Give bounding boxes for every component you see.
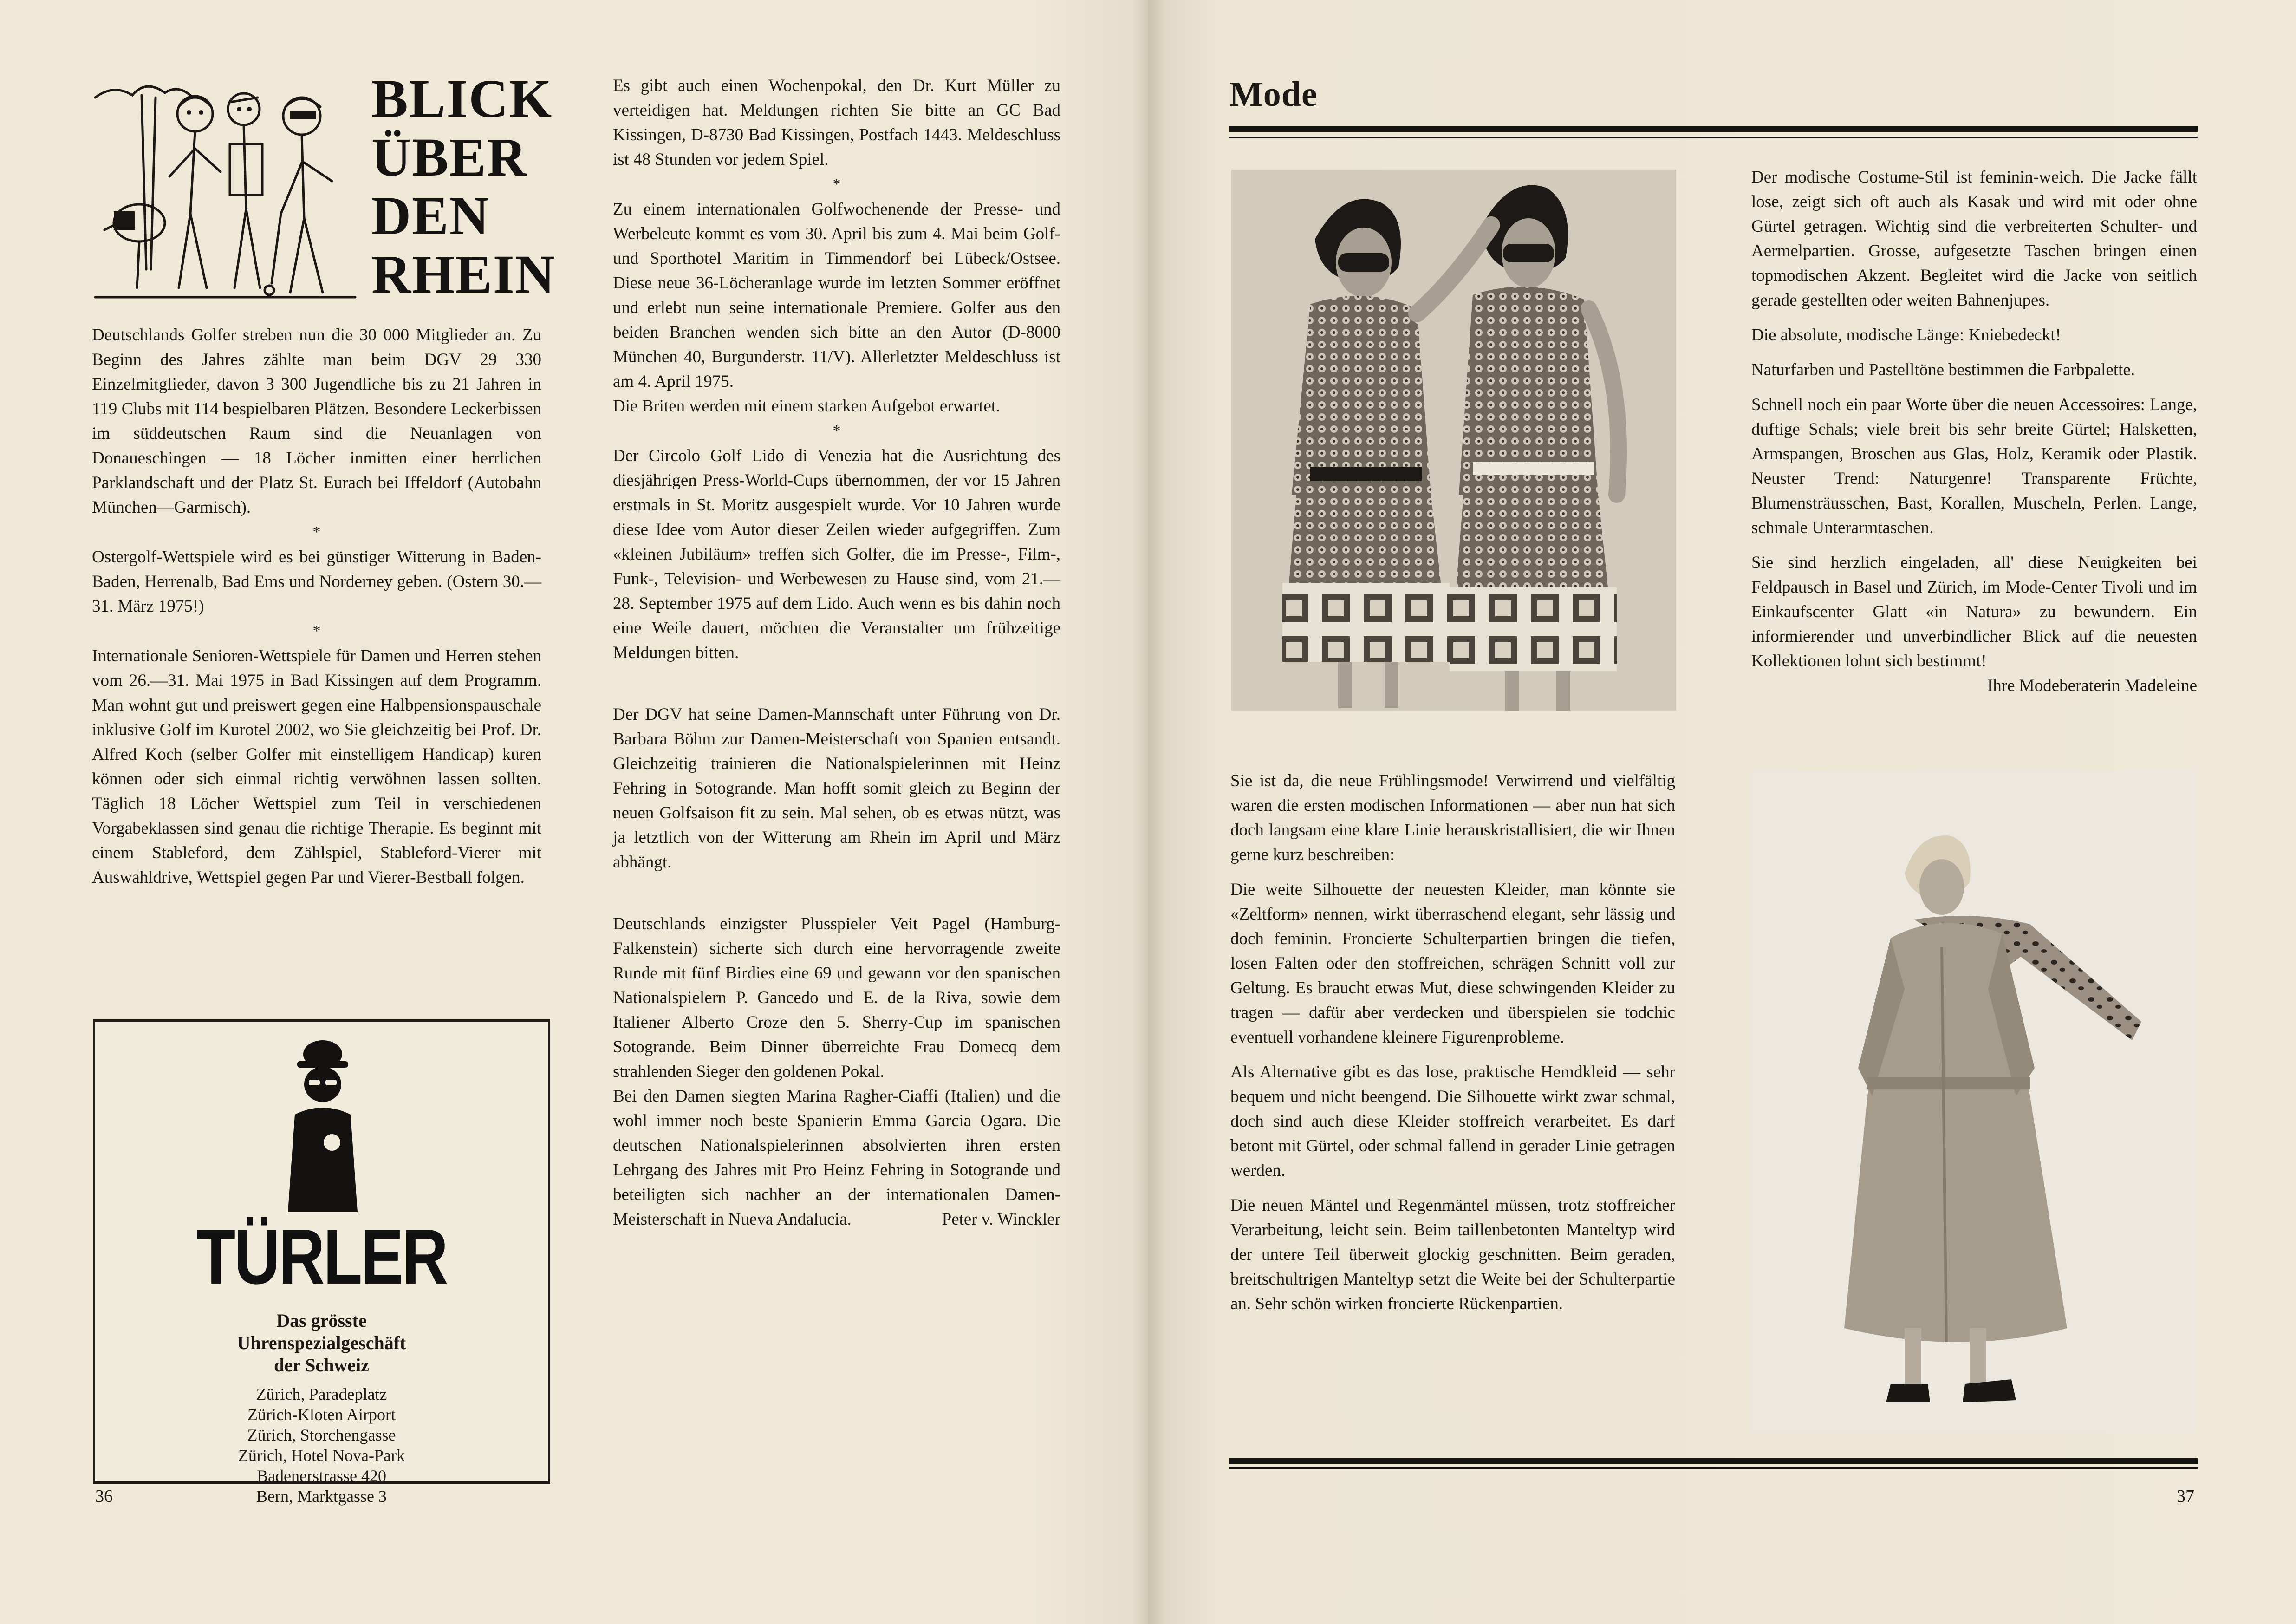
paragraph: Deutschlands einzigster Plusspieler Veit Pagel (Hamburg-Falkenstein) sicherte sich durch eine hervorragende zweite Runde mit fünf Birdies eine 69 und gewann vor den spanischen Nationalspielern P. Gancedo und E. de la Riva, sowie dem Italiener Alberto Croze den 5. Sherry-Cup im spanischen Sotogrande. Beim Dinner überreichte Frau Domecq dem strahlenden Sieger den goldenen Pokal.	[613, 914, 1060, 1081]
title-rule-thin	[1229, 137, 2198, 138]
signoff: Ihre Modeberaterin Madeleine	[1987, 676, 2197, 695]
headline	[371, 70, 556, 304]
slogan-line: Uhrenspezialgeschäft	[237, 1332, 406, 1353]
signoff-row	[1751, 673, 2197, 698]
spacer	[1230, 1183, 1675, 1193]
paragraph: Schnell noch ein paar Worte über die neuen Accessoires: Lange, duftige Schals; viele breit bis sehr breite Gürtel; Halsketten, Armspangen, Broschen aus Glas, Holz, Keramik oder Plastik. Neuster Trend: Naturgenre! Transparente Früchte, Blumensträusschen, Bast, Korallen, Muscheln, Perlen. Lange, schmale Unterarmtaschen.	[1751, 395, 2197, 537]
paragraph: Zu einem internationalen Golfwochenende der Presse- und Werbeleute kommt es vom 30. April bis zum 4. Mai beim Golf- und Sporthotel Maritim in Timmendorf bei Lübeck/Ostsee. Diese neue 36-Löcheranlage wurde im letzten Sommer eröffnet und erlebt nun seine internationale Premiere. Golfer aus den beiden Branchen wenden sich bitte an den Autor (D-8000 München 40, Burgunderstr. 11/V). Allerletzter Meldeschluss ist am 4. April 1975.	[613, 200, 1060, 391]
article-column-2	[613, 73, 1060, 1232]
fashion-photo-trenchcoat-model	[1751, 771, 2196, 1433]
spacer	[1230, 867, 1675, 877]
address-line: Zürich-Kloten Airport	[247, 1405, 396, 1424]
spine-shadow	[1133, 0, 1165, 1624]
address-line: Zürich, Hotel Nova-Park	[238, 1446, 405, 1465]
address-line: Zürich, Paradeplatz	[256, 1385, 387, 1403]
paragraph: Der DGV hat seine Damen-Mannschaft unter Führung von Dr. Barbara Böhm zur Damen-Meisterschaft von Spanien entsandt. Gleichzeitig trainieren die Nationalspielerinnen mit Heinz Fehring in Sotogrande. Man hofft somit gleich zu Beginn der neuen Golfsaison fit zu sein. Mal sehen, ob es etwas nützt, was ja letztlich von der Witterung am Rhein im April und März abhängt.	[613, 705, 1060, 872]
paragraph	[613, 1084, 1060, 1232]
article-column-1	[92, 323, 541, 890]
paragraph-text: Bei den Damen siegten Marina Ragher-Ciaffi (Italien) und die wohl immer noch beste Spanierin Emma Garcia Ogara. Die deutschen Nationalspielerinnen absolvierten ihren ersten Lehrgang des Jahres mit Pro Heinz Fehring in Sotogrande und beteiligten sich nachher an der internationalen Damen-Meisterschaft in Nueva Andalucia.	[613, 1087, 1060, 1229]
paragraph: Der modische Costume-Stil ist feminin-weich. Die Jacke fällt lose, zeigt sich oft auch als Kasak und wird mit oder ohne Gürtel getragen. Wichtig sind die verbreiterten Schulter- und Aermelpartien. Grosse, aufgesetzte Taschen bringen einen topmodischen Akzent. Begleitet wird die Jacke von seitlich gerade gestellten oder weiten Bahnenjupes.	[1751, 168, 2197, 310]
paragraph: Deutschlands Golfer streben nun die 30 000 Mitglieder an. Zu Beginn des Jahres zählte man beim DGV 29 330 Einzelmitglieder, davon 3 300 Jugendliche bis zu 21 Jahren in 119 Clubs mit 114 bespielbaren Plätzen. Besondere Leckerbissen im süddeutschen Raum sind die Neuanlagen von Donaueschingen — 18 Löcher inmitten einer herrlichen Parklandschaft und der Platz St. Eurach bei Iffeldorf (Autobahn München—Garmisch).	[92, 326, 541, 517]
brand-logo: TÜRLER	[196, 1213, 447, 1300]
address-line: Bern, Marktgasse 3	[256, 1487, 387, 1506]
page-number: 37	[2177, 1487, 2194, 1506]
paragraph: Die Briten werden mit einem starken Aufgebot erwartet.	[613, 397, 1001, 416]
paragraph: Die absolute, modische Länge: Kniebedeckt!	[1751, 326, 2061, 345]
address-line: Zürich, Storchengasse	[247, 1426, 396, 1444]
headline-line: DEN	[371, 185, 490, 246]
separator-star: *	[312, 622, 321, 639]
bowler-hat-man-icon	[276, 1036, 369, 1212]
ad-addresses	[95, 1384, 548, 1507]
headline-line: RHEIN	[371, 244, 556, 305]
section-title: Mode	[1229, 75, 1318, 114]
headline-line: BLICK	[371, 68, 553, 129]
paragraph: Die weite Silhouette der neuesten Kleider, man könnte sie «Zeltform» nennen, wirkt überraschend elegant, sehr lässig und doch feminin. Froncierte Schulterpartien bringen die tiefen, losen Falten oder den stoffreichen, schrägen Schnitt voll zur Geltung. Es braucht etwas Mut, diese schwingenden Kleider zu tragen — dafür aber verdecken und überspielen sie todchic eventuell vorhandene kleinere Figurenprobleme.	[1230, 880, 1675, 1047]
paragraph: Die neuen Mäntel und Regenmäntel müssen, trotz stoffreicher Verarbeitung, leicht sein. Beim taillenbetonten Manteltyp wird der untere Teil überweit glockig geschnitten. Beim geraden, breitschultrigen Manteltyp setzt die Weite bei der Schulterpartie an. Sehr schön wirken froncierte Rückenpartien.	[1230, 1196, 1675, 1313]
ad-slogan	[95, 1310, 548, 1376]
separator-star: *	[312, 523, 321, 541]
slogan-line: Das grösste	[276, 1310, 367, 1331]
paragraph: Als Alternative gibt es das lose, praktische Hemdkleid — sehr bequem und nicht beengend. Die Silhouette wirkt zwar schmal, doch sind auch diese Kleider stoffreich verarbeitet. Es darf betont mit Gürtel, oder schmal fallend in gerader Linie getragen werden.	[1230, 1063, 1675, 1180]
slogan-line: der Schweiz	[274, 1355, 369, 1376]
paragraph: Ostergolf-Wettspiele wird es bei günstiger Witterung in Baden-Baden, Herrenalb, Bad Ems und Norderney geben. (Ostern 30.—31. März 1975!)	[92, 548, 541, 616]
paragraph: Es gibt auch einen Wochenpokal, den Dr. Kurt Müller zu verteidigen hat. Meldungen richten Sie bitte an GC Bad Kissingen, D-8730 Bad Kissingen, Postfach 1443. Meldeschluss ist 48 Stunden vor jedem Spiel.	[613, 76, 1060, 169]
paragraph: Internationale Senioren-Wettspiele für Damen und Herren stehen vom 26.—31. Mai 1975 in Bad Kissingen auf dem Programm. Man wohnt gut und preiswert gegen eine Halbpensionspauschale inklusive Golf im Kurotel 2002, wo Sie gleichzeitig bei Prof. Dr. Alfred Koch (selber Golfer mit einstelligem Handicap) kuren können oder sich einmal richtig verwöhnen lassen sollten. Täglich 18 Löcher Wettspiel zum Teil in verschiedenen Vorgabeklassen sind genau die richtige Therapie. Es beginnt mit einem Stableford, dem Zählspiel, Stableford-Vierer mit Auswahldrive, Wettspiel gegen Par und Vierer-Bestball folgen.	[92, 646, 541, 887]
spacer	[1751, 540, 2197, 550]
model-in-trenchcoat-image	[1751, 771, 2196, 1433]
page-number: 36	[95, 1487, 113, 1506]
address-line: Badenerstrasse 420	[257, 1467, 386, 1485]
paragraph: Sie sind herzlich eingeladen, all' diese Neuigkeiten bei Feldpausch in Basel und Zürich, im Mode-Center Tivoli und im Einkaufscenter Glatt «in Natura» zu bewundern. Ein informierender und unverbindlicher Blick auf die neuesten Kollektionen lohnt sich bestimmt!	[1751, 553, 2197, 671]
spacer	[1751, 382, 2197, 392]
spacer	[613, 874, 1060, 912]
separator-star: *	[833, 176, 841, 193]
mode-column-1	[1230, 769, 1675, 1316]
paragraph: Der Circolo Golf Lido di Venezia hat die Ausrichtung des diesjährigen Press-World-Cups übernommen, der vor 15 Jahren erstmals in St. Moritz ausgespielt wurde. Vor 10 Jahren wurde diese Idee vom Autor dieser Zeilen wieder aufgegriffen. Zum «kleinen Jubiläum» treffen sich Golfer, die im Presse-, Film-, Funk-, Television- und Werbewesen zu Hause sind, vom 21.—28. September 1975 auf dem Lido. Auch wenn es bis dahin noch eine Weile dauert, möchten die Veranstalter um frühzeitige Meldungen bitten.	[613, 446, 1060, 662]
paragraph: Naturfarben und Pastelltöne bestimmen die Farbpalette.	[1751, 360, 2135, 379]
mode-column-2	[1751, 165, 2197, 698]
footer-rule	[1229, 1458, 2198, 1464]
two-models-in-dresses-image	[1231, 170, 1676, 711]
fashion-photo-two-models	[1231, 170, 1676, 711]
spacer	[1230, 1050, 1675, 1060]
author-byline: Peter v. Winckler	[942, 1210, 1060, 1229]
golfers-cartoon-illustration	[86, 70, 360, 316]
separator-star: *	[833, 422, 841, 439]
spacer	[1751, 313, 2197, 323]
spacer	[1751, 347, 2197, 358]
headline-line: ÜBER	[371, 127, 527, 188]
spacer	[613, 665, 1060, 702]
paragraph: Sie ist da, die neue Frühlingsmode! Verwirrend und vielfältig waren die ersten modischen Informationen — aber nun hat sich doch langsam eine klare Linie herauskristallisiert, die wir Ihnen gerne kurz beschreiben:	[1230, 771, 1675, 864]
title-rule	[1229, 126, 2198, 132]
footer-rule-thin	[1229, 1467, 2198, 1469]
